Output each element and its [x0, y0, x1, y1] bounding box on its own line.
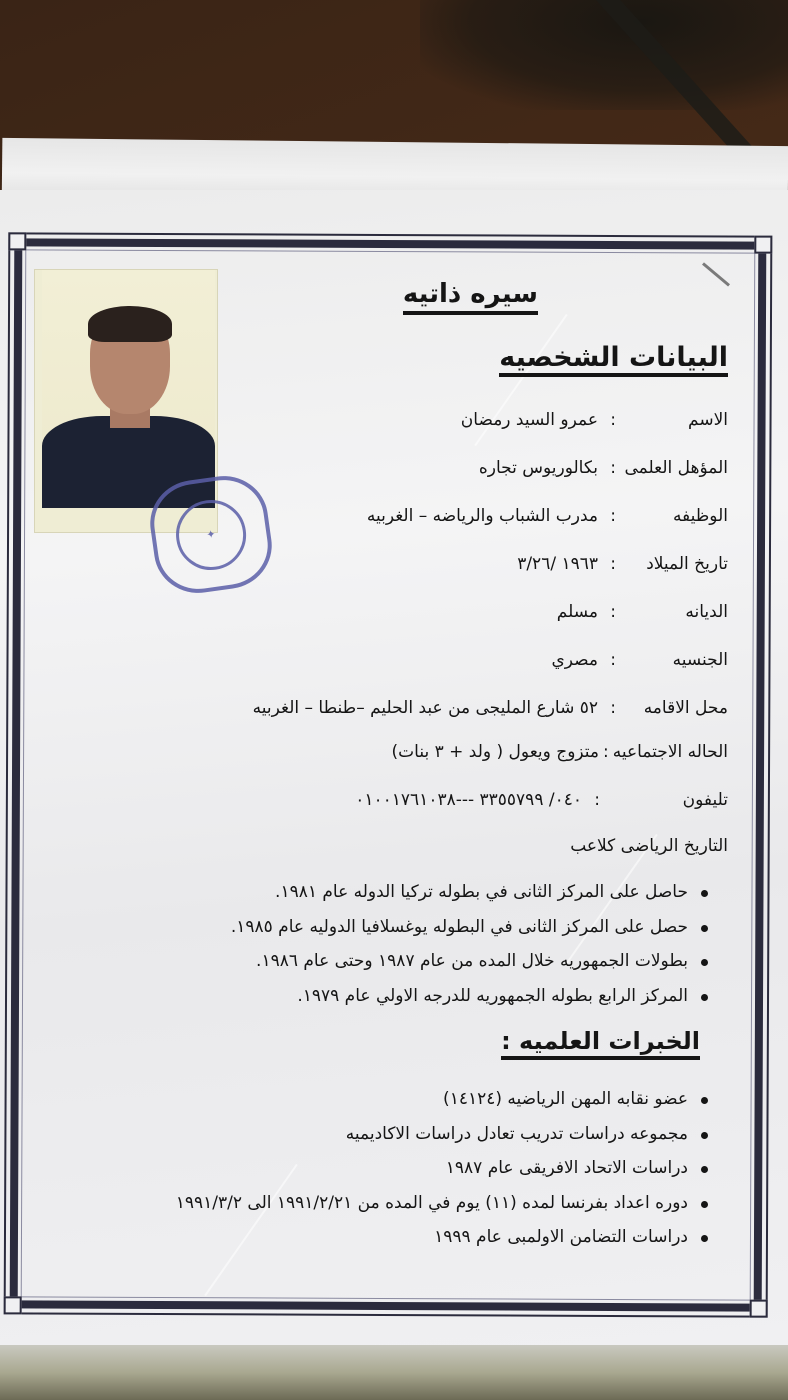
field-colon: :: [610, 650, 616, 670]
field-name: [461, 410, 728, 430]
field-value: مسلم: [556, 602, 598, 622]
field-job: [367, 506, 728, 526]
plastic-sleeve-bottom: [0, 1345, 788, 1400]
frame-corner: [754, 236, 772, 254]
sports-history-list: [231, 875, 708, 1013]
list-item: دوره اعداد بفرنسا لمده (١١) يوم في المده من ١٩٩١/٢/٢١ الى ١٩٩١/٣/٢: [176, 1186, 708, 1221]
field-colon: :: [610, 554, 616, 574]
list-item: دراسات الاتحاد الافريقى عام ١٩٨٧: [176, 1151, 708, 1186]
field-value: ٠٤٠/ ٣٣٥٥٧٩٩ ---٠١٠٠١٧٦١٠٣٨: [355, 790, 582, 810]
field-label: المؤهل العلمى: [624, 458, 728, 478]
field-label: تليفون: [682, 790, 728, 810]
list-item: بطولات الجمهوريه خلال المده من عام ١٩٨٧ وحتى عام ١٩٨٦.: [231, 944, 708, 979]
document-title: سيره ذاتيه: [403, 280, 538, 315]
field-value: مصري: [551, 650, 598, 670]
list-item: عضو نقابه المهن الرياضيه (١٤١٢٤): [176, 1082, 708, 1117]
field-value: ٥٢ شارع المليجى من عبد الحليم –طنطا – الغربيه: [252, 698, 598, 718]
field-label: الحاله الاجتماعيه: [612, 742, 728, 762]
field-value: بكالوريوس تجاره: [478, 458, 598, 478]
portrait-image: [42, 270, 215, 508]
frame-corner: [750, 1300, 768, 1318]
list-item: مجموعه دراسات تدريب تعادل دراسات الاكاديميه: [176, 1117, 708, 1152]
list-item: حاصل على المركز الثانى في بطوله تركيا الدوله عام ١٩٨١.: [231, 875, 708, 910]
background-dark-object: [420, 0, 788, 110]
field-nationality: [551, 650, 728, 670]
field-religion: [557, 602, 728, 622]
field-phone: [355, 790, 728, 810]
experience-section-title: الخبرات العلميه :: [501, 1028, 700, 1060]
field-label: الجنسيه: [672, 650, 728, 670]
list-item: المركز الرابع بطوله الجمهوريه للدرجه الاولي عام ١٩٧٩.: [231, 979, 708, 1014]
stamp-emblem-icon: ✦: [171, 495, 250, 574]
experience-list: [176, 1082, 708, 1255]
field-label: تاريخ الميلاد: [646, 554, 728, 574]
field-address: [253, 698, 728, 718]
list-item: دراسات التضامن الاولمبى عام ١٩٩٩: [176, 1220, 708, 1255]
frame-corner: [4, 1296, 22, 1314]
sports-history-title: التاريخ الرياضى كلاعب: [570, 836, 728, 856]
field-value: مدرب الشباب والرياضه – الغربيه: [366, 506, 598, 526]
field-colon: :: [603, 742, 609, 762]
field-birthdate: [517, 554, 728, 574]
field-colon: :: [610, 458, 616, 478]
field-label: محل الاقامه: [643, 698, 728, 718]
field-colon: :: [610, 410, 616, 430]
field-label: الديانه: [685, 602, 728, 622]
portrait-hair: [88, 306, 172, 342]
field-marital-status: [392, 742, 728, 762]
field-label: الوظيفه: [672, 506, 728, 526]
field-value: متزوج ويعول ( ولد + ٣ بنات): [391, 742, 600, 762]
personal-section-title: البيانات الشخصيه: [499, 342, 728, 377]
field-colon: :: [610, 698, 616, 718]
field-colon: :: [594, 790, 600, 810]
field-colon: :: [610, 506, 616, 526]
field-value: ١٩٦٣ /٣/٢٦: [517, 554, 598, 574]
field-qualification: [479, 458, 728, 478]
list-item: حصل على المركز الثانى في البطوله يوغسلافيا الدوليه عام ١٩٨٥.: [231, 910, 708, 945]
frame-corner: [8, 232, 26, 250]
field-value: عمرو السيد رمضان: [460, 410, 598, 430]
field-colon: :: [610, 602, 616, 622]
field-label: الاسم: [688, 410, 728, 430]
